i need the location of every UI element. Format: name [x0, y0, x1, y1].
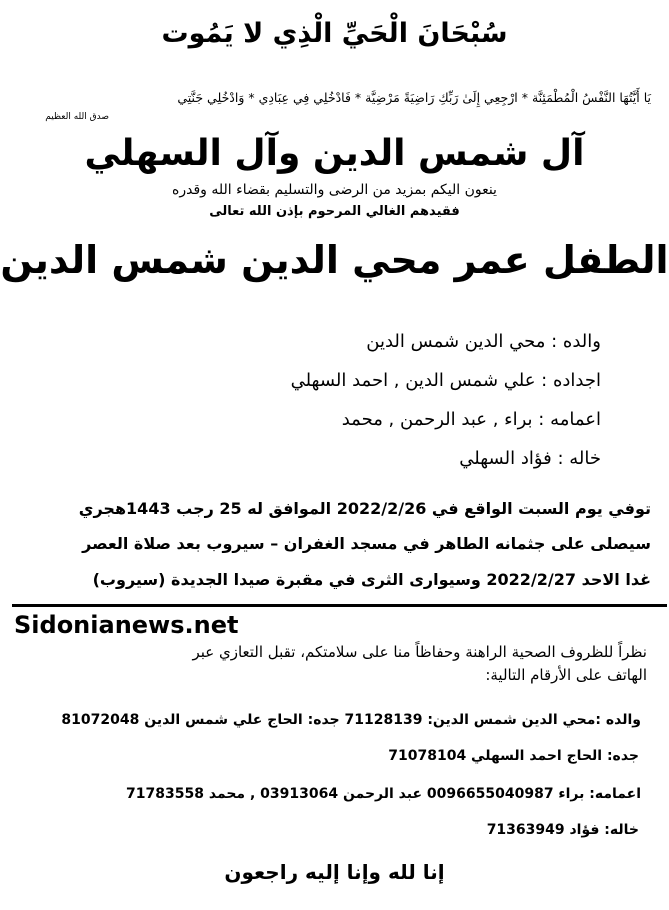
- site-watermark: Sidonianews.net: [14, 611, 239, 639]
- condolence-note-line-2: الهاتف على الأرقام التالية:: [485, 666, 647, 684]
- condolence-note-line-1: نظراً للظروف الصحية الراهنة وحفاظاً منا على سلامتكم، تقبل التعازي عبر: [192, 643, 647, 661]
- relative-maternal-uncle: خاله : فؤاد السهلي: [459, 448, 601, 469]
- mourning-line: ينعون اليكم بمزيد من الرضى والتسليم بقضاء الله وقدره: [172, 182, 497, 198]
- verse-closing: صدق الله العظيم: [45, 112, 109, 122]
- relative-uncles: اعمامه : براء , عبد الرحمن , محمد: [341, 409, 601, 430]
- burial-line: غدا الاحد 2022/2/27 وسيوارى الثرى في مقبرة صيدا الجديدة (سيروب): [92, 570, 651, 589]
- phone-line-uncles: اعمامه: براء 0096655040987 عبد الرحمن 03913064 , محمد 71783558: [126, 786, 641, 802]
- quran-verse: يَا أَيَّتُهَا النَّفْسُ الْمُطْمَئِنَّة * ارْجِعِي إِلَىٰ رَبِّكِ رَاضِيَةً مَرْضِيَّة * فَادْخُلِي فِي عِبَادِي * وَادْخُلِي جَنَّتِي: [177, 90, 651, 105]
- closing-phrase: إنا لله وإنا إليه راجعون: [224, 860, 445, 884]
- divider-line: [12, 604, 667, 607]
- phone-line-maternal-uncle: خاله: فؤاد 71363949: [486, 822, 639, 838]
- death-date-line: توفي يوم السبت الواقع في 2022/2/26 الموافق له 25 رجب 1443هجري: [78, 499, 651, 518]
- deceased-name: الطفل عمر محي الدين شمس الدين: [0, 238, 669, 282]
- family-names: آل شمس الدين وآل السهلي: [84, 133, 585, 174]
- phone-line-father-grandfather: والده :محي الدين شمس الدين: 71128139 جده: الحاج علي شمس الدين 81072048: [61, 712, 641, 728]
- funeral-prayer-line: سيصلى على جثمانه الطاهر في مسجد الغفران – سيروب بعد صلاة العصر: [82, 534, 651, 553]
- phone-line-grandfather: جده: الحاج احمد السهلي 71078104: [388, 748, 639, 764]
- opening-phrase: سُبْحَانَ الْحَيِّ الْذِي لا يَمُوت: [161, 18, 508, 49]
- relative-father: والده : محي الدين شمس الدين: [366, 331, 601, 352]
- loss-line: فقيدهم الغالي المرحوم بإذن الله تعالى: [209, 204, 460, 219]
- relative-grandfathers: اجداده : علي شمس الدين , احمد السهلي: [290, 370, 601, 391]
